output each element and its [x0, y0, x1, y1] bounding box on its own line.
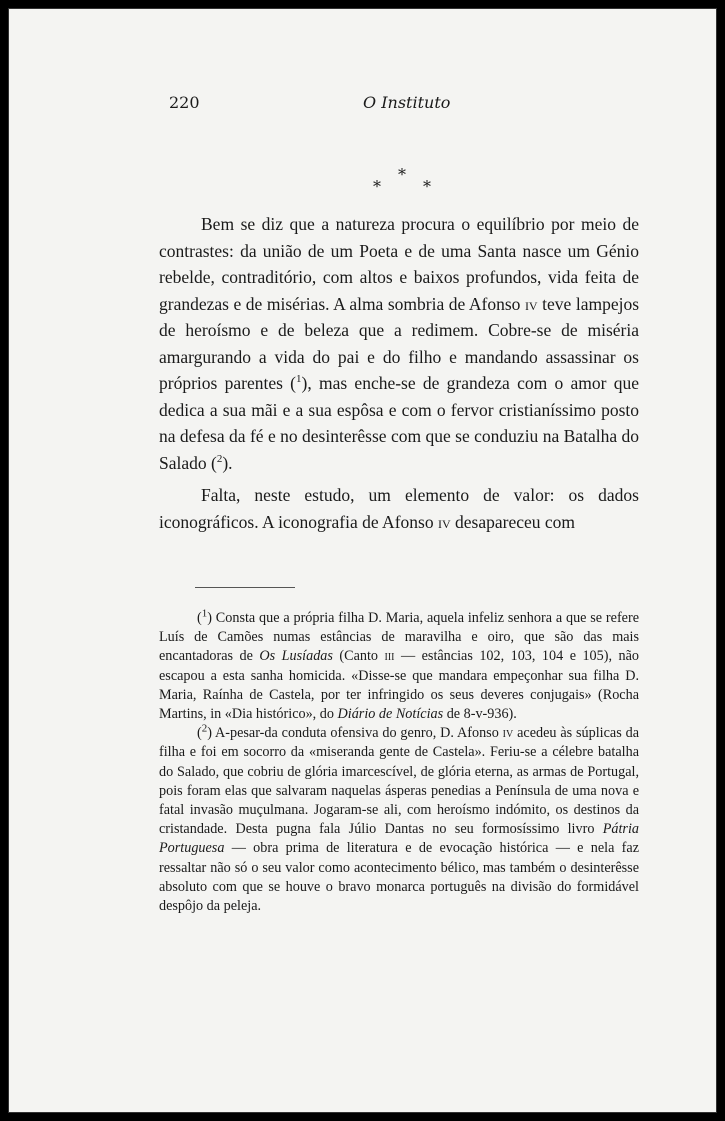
- roman-numeral: iv: [437, 511, 451, 532]
- text-run: desapareceu com: [450, 511, 576, 532]
- section-separator: [371, 165, 451, 195]
- main-text: [159, 211, 639, 535]
- text-run: Bem se diz que a natureza procura o equilíbrio por meio de contrastes: da união de um Poeta e de uma Santa nasce um Génio rebelde, contraditório, com altos e baixos profundos, vida feita de grandezas e de misérias. A alma sombria de Afonso: [159, 214, 639, 314]
- separator-star: *: [373, 177, 381, 196]
- footnote-divider: [195, 587, 295, 588]
- paragraph-2: [159, 482, 639, 535]
- roman-numeral: iii: [384, 648, 395, 665]
- footnote-mark: 1: [201, 607, 208, 620]
- journal-title: Diário de Notícias: [337, 706, 444, 723]
- roman-numeral: iv: [502, 725, 514, 742]
- separator-star: *: [398, 165, 406, 184]
- text-run: teve lampejos de heroísmo e de beleza que a redimem. Cobre-se de miséria amargurando a vida do pai e do filho e mandando assassinar os próprios parentes (: [159, 293, 640, 393]
- text-run: de 8-v-936).: [443, 706, 517, 723]
- page-number: 220: [169, 93, 200, 112]
- text-run: ), mas enche-se de grandeza com o amor que dedica a sua mãi e a sua espôsa e com o fervor cristianíssimo posto na defesa da fé e no desinterêsse com que se conduziu na Batalha do Salado (: [159, 373, 639, 473]
- text-run: ).: [222, 452, 233, 473]
- text-run: — obra prima de literatura e de evocação histórica — e nela faz ressaltar não só o seu valor como acontecimento bélico, mas também o desinterêsse absoluto com que se houve o bravo monarca português na divisão do formidável despôjo da peleja.: [159, 840, 639, 915]
- roman-numeral: iv: [524, 293, 538, 314]
- separator-star: *: [423, 177, 431, 196]
- running-title: O Instituto: [363, 93, 451, 112]
- footnote-1: ($^1$) Consta que a própria filha D. Maria, aquela infeliz senhora a que se refere Luís de Camões numas estâncias de maravilha e oiro, que são das mais encantadoras de Os Lusíadas (Canto iii — estâncias 102, 103, 104 e 105), não escapou a esta sanha homicida. «Disse-se que mandara empeçonhar sua filha D. Maria, Raínha de Castela, por ter infringido os seus deveres conjugais» (Rocha Martins, in «Dia histórico», do Diário de Notícias de 8-v-936).: [159, 607, 639, 723]
- footnote-ref-1: 1: [296, 373, 302, 386]
- text-run: Falta, neste estudo, um elemento de valor: os dados iconográficos. A iconografia de Afonso: [159, 485, 639, 532]
- book-page: [8, 8, 717, 1113]
- footnotes: [159, 609, 639, 916]
- footnote-ref-2: 2: [216, 452, 223, 465]
- text-run: — estâncias 102, 103, 104 e 105), não escapou a esta sanha homicida. «Disse-se que mandara empeçonhar sua filha D. Maria, Raínha de Castela, por ter infringido os seus deveres conjugais» (Rocha Martins, in «Dia histórico», do: [159, 648, 639, 723]
- paragraph-1: [159, 211, 639, 476]
- work-title: Pátria Portuguesa: [159, 821, 639, 857]
- page-header: [169, 93, 639, 119]
- footnote-2: ($^2$) A-pesar-da conduta ofensiva do genro, D. Afonso iv acedeu às súplicas da filha e foi em socorro da «miseranda gente de Castela». Feriu-se a célebre batalha do Salado, que cobriu de glória imarcescível, de glória eterna, as armas de Portugal, pois foram elas que salvaram naquelas ásperas penedias a Península de uma nova e fatal invasão muçulmana. Jogaram-se ali, com heroísmo indómito, os destinos da cristandade. Desta pugna fala Júlio Dantas no seu formosíssimo livro Pátria Portuguesa — obra prima de literatura e de evocação histórica — e nela faz ressaltar não só o seu valor como acontecimento bélico, mas também o desinterêsse absoluto com que se houve o bravo monarca português na divisão do formidável despôjo da peleja.: [159, 722, 640, 915]
- text-run: A-pesar-da conduta ofensiva do genro, D. Afonso: [211, 725, 503, 742]
- text-run: Consta que a própria filha D. Maria, aquela infeliz senhora a que se refere Luís de Camões numas estâncias de maravilha e oiro, que são das mais encantadoras de: [159, 610, 639, 665]
- footnote-mark: 2: [201, 722, 208, 735]
- work-title: Os Lusíadas: [259, 648, 333, 665]
- text-run: (Canto: [332, 648, 385, 665]
- text-run: acedeu às súplicas da filha e foi em socorro da «miseranda gente de Castela». Feriu-se a célebre batalha do Salado, que cobriu de glória imarcescível, de glória eterna, as armas de Portugal, pois foram elas que salvaram naquelas ásperas penedias a Península de uma nova e fatal invasão muçulmana. Jogaram-se ali, com heroísmo indómito, os destinos da cristandade. Desta pugna fala Júlio Dantas no seu formosíssimo livro: [159, 725, 640, 838]
